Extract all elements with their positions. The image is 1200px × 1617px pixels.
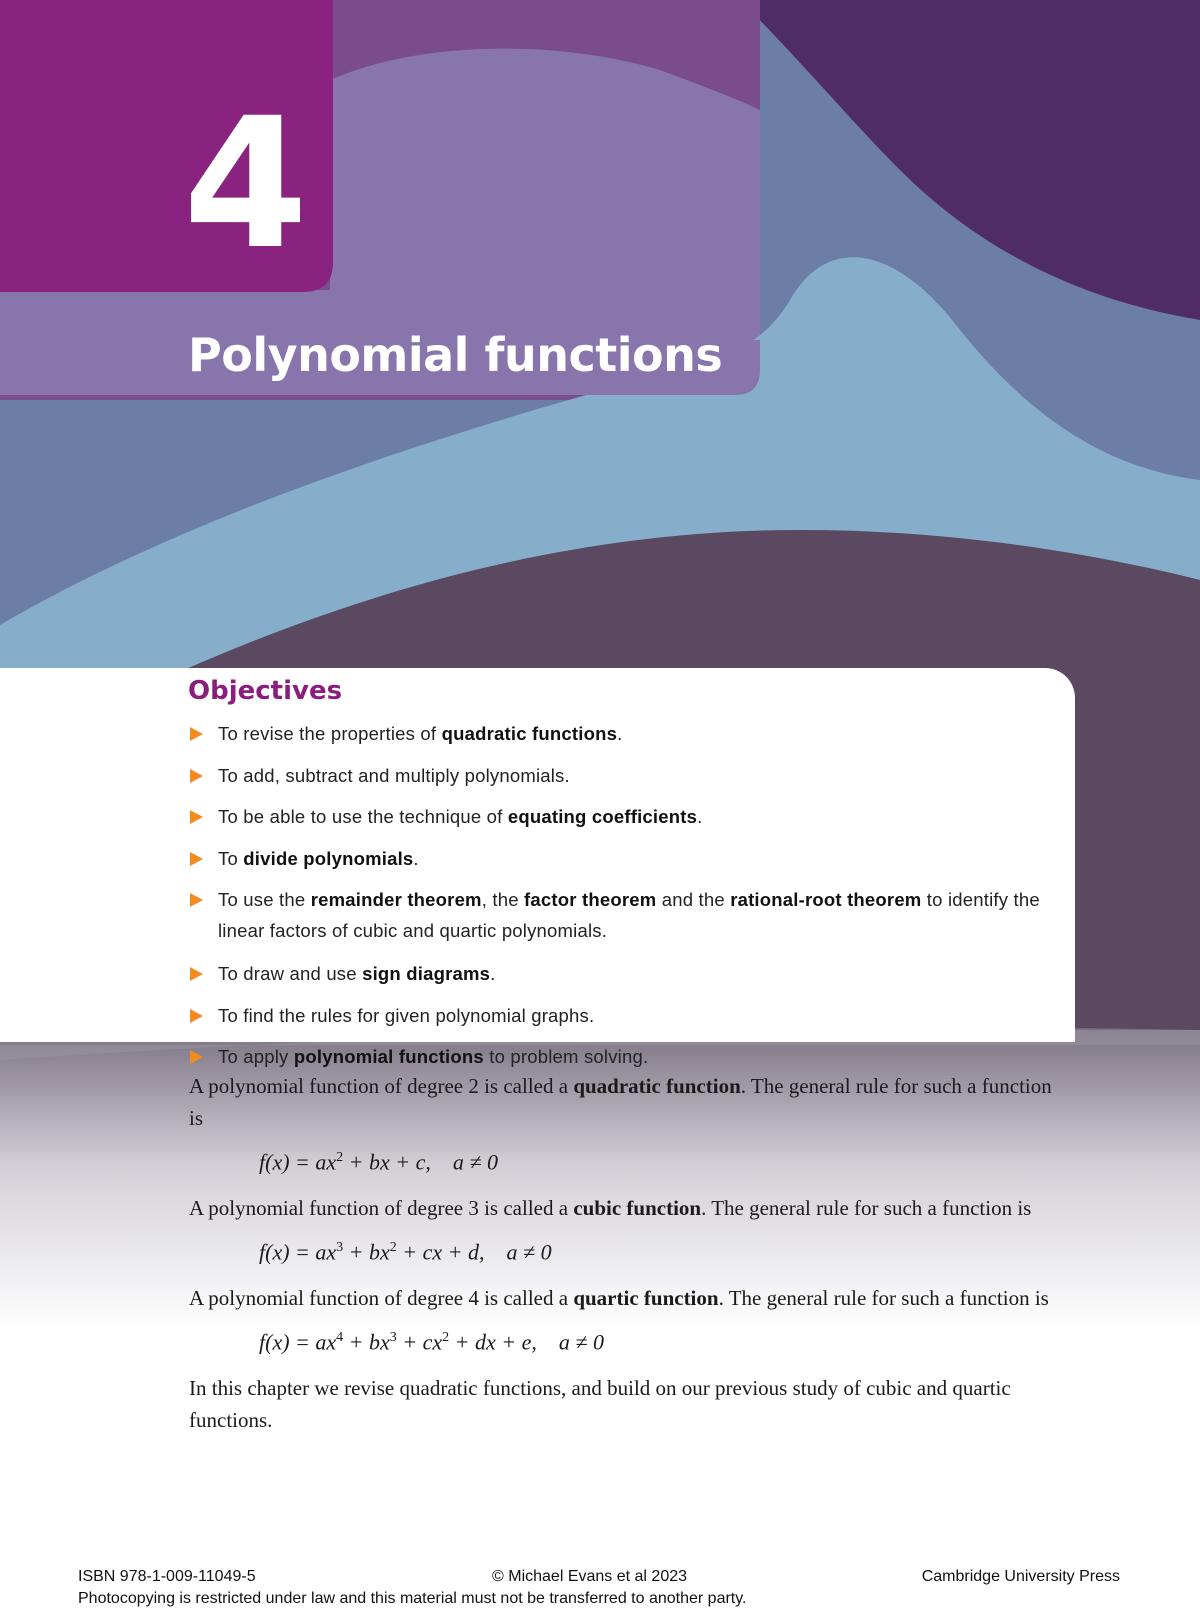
- objectives-heading: Objectives: [188, 676, 343, 706]
- footer-isbn: ISBN 978-1-009-11049-5: [78, 1568, 256, 1585]
- objective-item: To divide polynomials.: [190, 843, 1050, 874]
- objectives-panel: [0, 668, 1075, 1067]
- footer-publisher: Cambridge University Press: [921, 1568, 1120, 1585]
- term-cubic-function: cubic function: [573, 1196, 702, 1220]
- formula-quartic: $f(x) = ax^4 + bx^3 + cx^2$ + dx + e, a ≠ 0: [259, 1329, 604, 1355]
- objective-item: To draw and use sign diagrams.: [190, 958, 1050, 989]
- footer-notice: Photocopying is restricted under law and this material must not be transferred to another party.: [78, 1590, 747, 1607]
- page-footer: [78, 1568, 1120, 1607]
- bullet-triangle-icon: [190, 1009, 203, 1023]
- objective-item: To revise the properties of quadratic functions.: [190, 718, 1050, 749]
- bullet-triangle-icon: [190, 893, 203, 907]
- objective-item: To use the remainder theorem, the factor theorem and the rational-root theorem to identify the linear factors of cubic and quartic polynomials.: [190, 884, 1050, 946]
- bullet-triangle-icon: [190, 769, 203, 783]
- intro-paragraph-quadratic: A polynomial function of degree 2 is called a quadratic function. The general rule for such a function is: [189, 1074, 1052, 1130]
- intro-paragraph-quartic: A polynomial function of degree 4 is called a quartic function. The general rule for such a function is: [189, 1286, 1049, 1310]
- term-quadratic-function: quadratic function: [573, 1074, 741, 1098]
- chapter-number: 4: [183, 80, 309, 289]
- intro-paragraph-summary: In this chapter we revise quadratic functions, and build on our previous study of cubic and quartic functions.: [189, 1376, 1011, 1432]
- intro-paragraph-cubic: A polynomial function of degree 3 is called a cubic function. The general rule for such a function is: [189, 1196, 1032, 1220]
- bullet-triangle-icon: [190, 967, 203, 981]
- bullet-triangle-icon: [190, 852, 203, 866]
- formula-quadratic: $f(x) = ax^2$ + bx + c, a ≠ 0: [259, 1149, 498, 1175]
- bullet-triangle-icon: [190, 727, 203, 741]
- formula-cubic: $f(x) = ax^3 + bx^2$ + cx + d, a ≠ 0: [259, 1239, 552, 1265]
- objective-item: To add, subtract and multiply polynomials.: [190, 760, 1050, 791]
- bullet-triangle-icon: [190, 810, 203, 824]
- objective-item: To be able to use the technique of equating coefficients.: [190, 801, 1050, 832]
- objectives-list: [190, 718, 1050, 1083]
- objective-item: To apply polynomial functions to problem solving.: [190, 1041, 1050, 1072]
- bullet-triangle-icon: [190, 1050, 203, 1064]
- term-quartic-function: quartic function: [573, 1286, 719, 1310]
- footer-copyright: © Michael Evans et al 2023: [492, 1568, 688, 1585]
- chapter-title: Polynomial functions: [188, 328, 723, 382]
- chapter-intro-text: [189, 1070, 1069, 1436]
- objective-item: To find the rules for given polynomial graphs.: [190, 1000, 1050, 1031]
